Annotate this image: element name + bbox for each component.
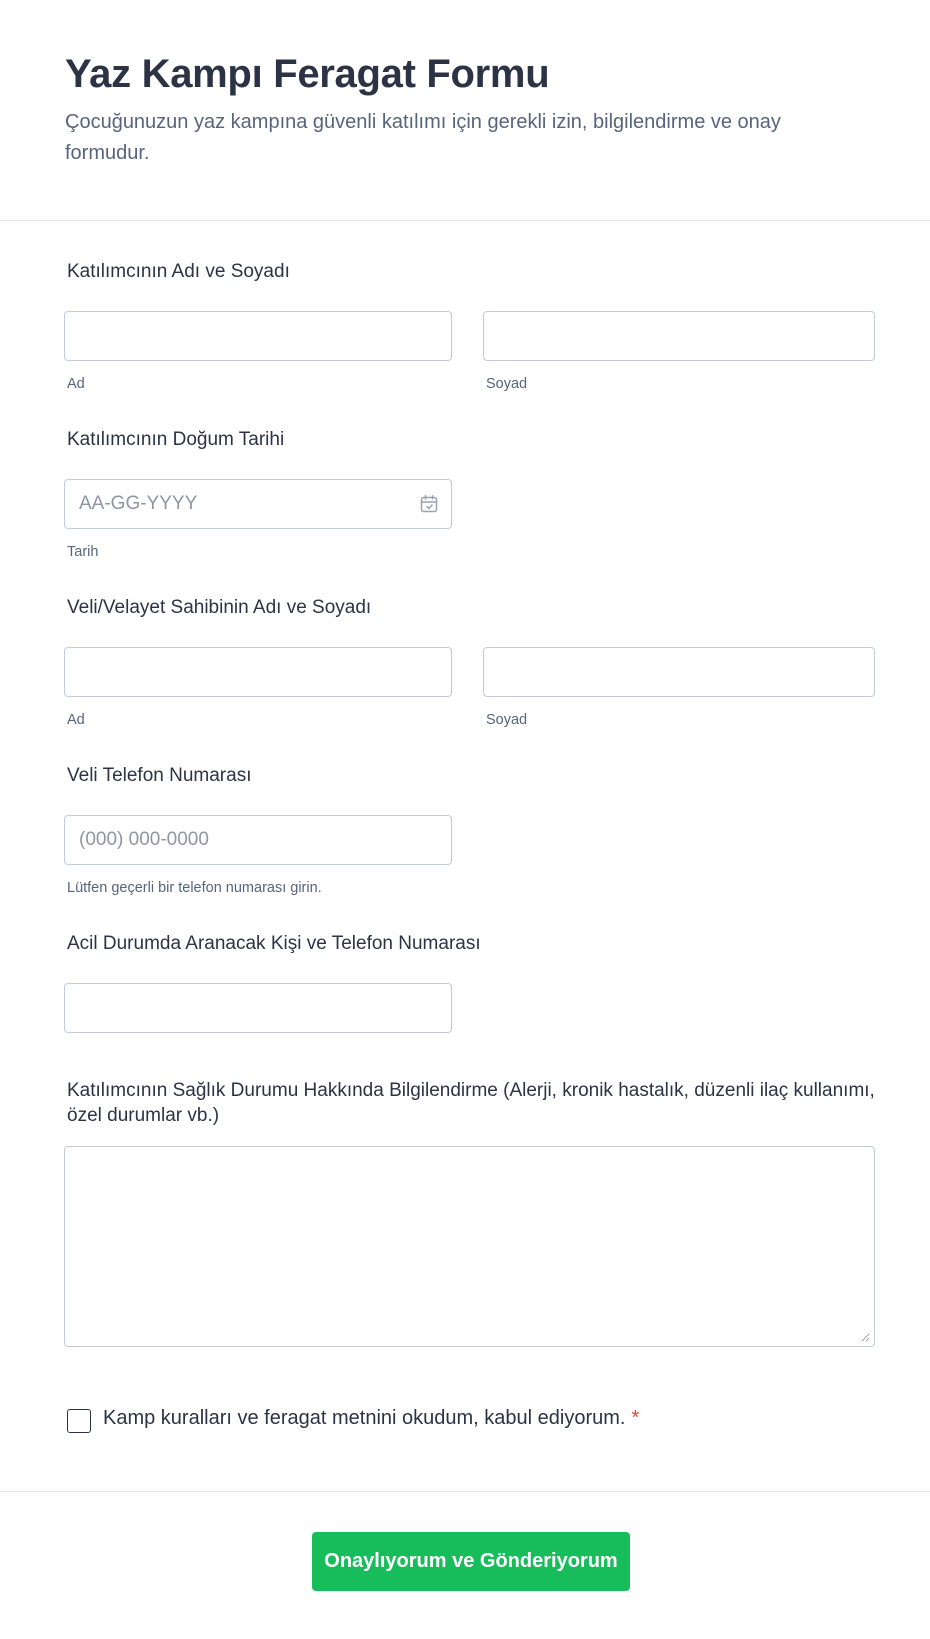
guardian-phone-label: Veli Telefon Numarası	[67, 765, 252, 786]
agreement-label-text: Kamp kuralları ve feragat metnini okudum, kabul ediyorum.	[103, 1407, 626, 1429]
form-header	[0, 0, 930, 221]
guardian-first-name-field[interactable]	[64, 647, 452, 697]
participant-first-name-input[interactable]	[65, 312, 451, 360]
guardian-last-name-sublabel: Soyad	[486, 712, 528, 728]
guardian-last-name-input[interactable]	[484, 648, 874, 696]
agreement-label[interactable]	[103, 1407, 639, 1430]
participant-first-name-sublabel: Ad	[67, 376, 85, 392]
birth-date-input[interactable]	[65, 480, 451, 528]
guardian-first-name-sublabel: Ad	[67, 712, 85, 728]
guardian-phone-sublabel: Lütfen geçerli bir telefon numarası girin.	[67, 880, 322, 896]
birth-date-field[interactable]	[64, 479, 452, 529]
birth-date-label: Katılımcının Doğum Tarihi	[67, 429, 285, 450]
page-subtitle: Çocuğunuzun yaz kampına güvenli katılımı için gerekli izin, bilgilendirme ve onay formudur.	[65, 111, 781, 164]
birth-date-sublabel: Tarih	[67, 544, 99, 560]
emergency-contact-input[interactable]	[65, 984, 451, 1032]
guardian-phone-field[interactable]	[64, 815, 452, 865]
participant-last-name-field[interactable]	[483, 311, 875, 361]
participant-last-name-input[interactable]	[484, 312, 874, 360]
submit-button[interactable]: Onaylıyorum ve Gönderiyorum	[312, 1532, 630, 1591]
guardian-last-name-field[interactable]	[483, 647, 875, 697]
health-info-field[interactable]	[64, 1146, 875, 1347]
health-info-label: Katılımcının Sağlık Durumu Hakkında Bilgilendirme (Alerji, kronik hastalık, düzenli ilaç kullanımı, özel durumlar vb.)	[67, 1080, 875, 1126]
participant-last-name-sublabel: Soyad	[486, 376, 528, 392]
guardian-phone-input[interactable]	[65, 816, 451, 864]
page-title: Yaz Kampı Feragat Formu	[65, 52, 550, 96]
participant-first-name-field[interactable]	[64, 311, 452, 361]
guardian-name-label: Veli/Velayet Sahibinin Adı ve Soyadı	[67, 597, 372, 618]
emergency-contact-field[interactable]	[64, 983, 452, 1033]
participant-name-label: Katılımcının Adı ve Soyadı	[67, 261, 290, 282]
agreement-checkbox[interactable]	[67, 1409, 91, 1433]
resize-handle-icon[interactable]	[860, 1332, 870, 1342]
required-mark: *	[631, 1407, 640, 1429]
calendar-icon[interactable]	[419, 494, 439, 514]
emergency-contact-label: Acil Durumda Aranacak Kişi ve Telefon Numarası	[67, 933, 481, 954]
guardian-first-name-input[interactable]	[65, 648, 451, 696]
footer-divider	[0, 1491, 930, 1492]
health-info-textarea[interactable]	[65, 1147, 874, 1346]
